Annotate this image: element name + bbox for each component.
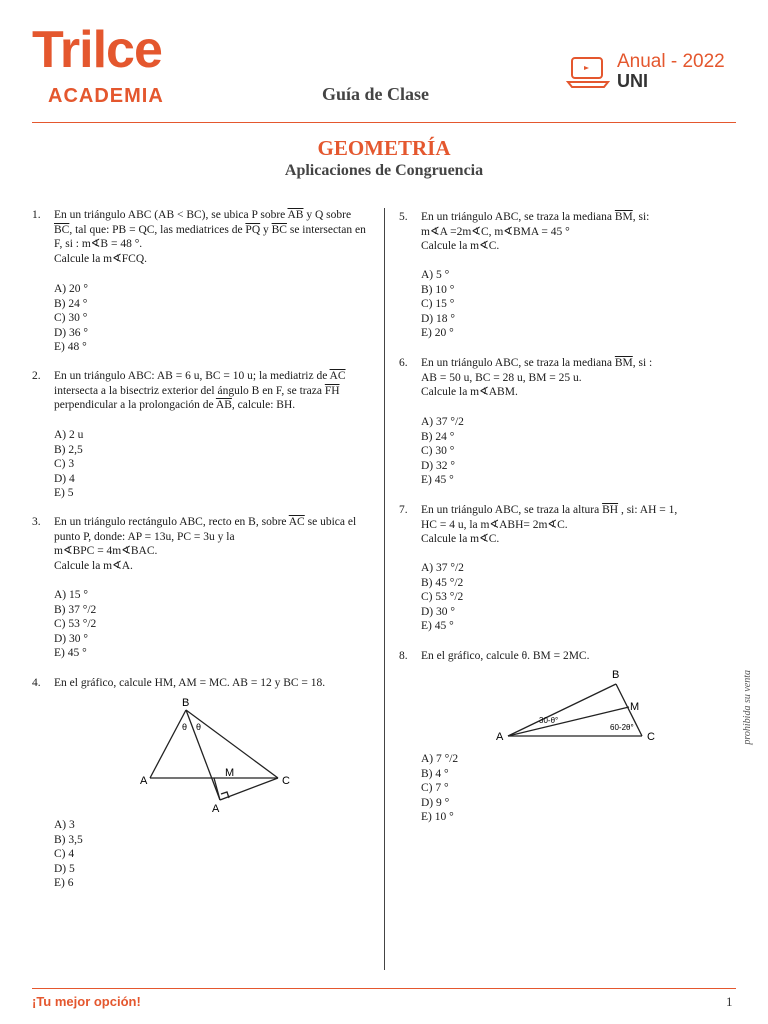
footer-slogan: ¡Tu mejor opción! [32, 994, 141, 1009]
stem-text: , calcule: BH. [231, 399, 296, 412]
question-stem [421, 503, 739, 547]
segment-ab [508, 684, 616, 736]
option-b[interactable]: B) 24 ° [54, 297, 88, 310]
question-number: 2. [32, 370, 41, 382]
question-number: 4. [32, 677, 41, 689]
segment-label: $\overline{AB}$ [215, 399, 232, 412]
page-subtitle: Aplicaciones de Congruencia [284, 162, 484, 179]
page-title: GEOMETRÍA [317, 136, 451, 160]
label-a: A [140, 775, 148, 787]
option-a[interactable]: A) 15 ° [54, 589, 88, 601]
segment-ab [150, 710, 186, 778]
segment-label: $\overline{FH}$ [324, 384, 340, 397]
question-stem [54, 676, 372, 691]
option-b[interactable]: B) 37 °/2 [54, 603, 97, 616]
option-c[interactable]: C) 7 ° [421, 782, 449, 795]
option-b[interactable]: B) 4 ° [421, 767, 449, 780]
options-1 [54, 282, 88, 355]
label-m: M [225, 767, 235, 779]
option-a[interactable]: A) 5 ° [421, 269, 450, 281]
question-stem [421, 210, 739, 254]
angle-label-1: 30-θ° [539, 716, 559, 725]
stem-text: , si : AB = 50 u, BC = 28 u, BM = 25 u. Calcule la m∢ABM. [421, 357, 653, 399]
option-d[interactable]: D) 9 ° [421, 796, 450, 809]
stem-text: En un triángulo ABC (AB < BC), se ubica P sobre [54, 209, 288, 221]
stem-text: En un triángulo rectángulo ABC, recto en B, sobre [54, 516, 289, 528]
side-note: prohibida su venta [742, 670, 753, 745]
label-c: C [647, 731, 655, 743]
label-h: A [212, 803, 220, 815]
option-e[interactable]: E) 45 ° [421, 474, 454, 487]
question-stem [54, 515, 372, 573]
segment-label: $\overline{AC}$ [329, 370, 346, 382]
brand-subtitle: ACADEMIA [48, 85, 164, 107]
segment-label: $\overline{AC}$ [288, 516, 305, 528]
stem-text: En un triángulo ABC, se traza la mediana [421, 211, 615, 223]
angle-label-2: 60-2θ° [610, 723, 634, 732]
option-d[interactable]: D) 5 [54, 862, 75, 875]
option-e[interactable]: E) 20 ° [421, 327, 454, 340]
option-a[interactable]: A) 37 °/2 [421, 416, 464, 428]
option-e[interactable]: E) 48 ° [54, 341, 87, 354]
figure-8 [492, 666, 672, 746]
question-stem [54, 369, 372, 413]
stem-text: , tal que: PB = QC, las mediatrices de [69, 223, 246, 236]
stem-text: se ubica el punto P, donde: AP = 13u, PC = 3u y la m∢BPC = 4m∢BAC. Calcule la m∢A. [54, 516, 357, 572]
options-5 [421, 268, 455, 341]
option-b[interactable]: B) 2,5 [54, 443, 83, 456]
program-label: UNI [617, 71, 648, 91]
segment-label: $\overline{BC}$ [54, 223, 70, 236]
footer-divider [32, 988, 736, 989]
stem-text: En un triángulo ABC: AB = 6 u, BC = 10 u; la mediatriz de [54, 370, 330, 382]
stem-text: intersecta a la bisectriz exterior del ángulo B en F, se traza [54, 384, 325, 397]
option-b[interactable]: B) 10 ° [421, 283, 455, 296]
segment-label: $\overline{PQ}$ [245, 223, 261, 236]
stem-text: y [260, 223, 272, 236]
label-b: B [612, 669, 620, 681]
option-e[interactable]: E) 5 [54, 487, 74, 500]
header-divider [32, 122, 736, 123]
stem-text: En el gráfico, calcule HM, AM = MC. AB = 12 y BC = 18. [54, 677, 326, 689]
bisector-bh [186, 710, 220, 800]
segment-label: $\overline{BH}$ [602, 504, 619, 516]
question-number: 7. [399, 504, 408, 516]
option-d[interactable]: D) 32 ° [421, 459, 455, 472]
option-c[interactable]: C) 30 ° [54, 312, 88, 325]
option-c[interactable]: C) 53 °/2 [54, 618, 97, 631]
option-c[interactable]: C) 3 [54, 458, 75, 471]
question-stem [54, 208, 372, 266]
option-a[interactable]: A) 2 u [54, 429, 84, 441]
option-c[interactable]: C) 30 ° [421, 445, 455, 458]
page-number: 1 [726, 994, 733, 1009]
option-e[interactable]: E) 6 [54, 877, 74, 890]
stem-text: , si: AH = 1, HC = 4 u, la m∢ABH= 2m∢C. Calcule la m∢C. [421, 504, 678, 546]
brand-logo: Trilce [32, 21, 162, 79]
options-7 [421, 561, 464, 634]
question-number: 5. [399, 211, 408, 223]
column-divider [384, 208, 385, 970]
option-c[interactable]: C) 4 [54, 848, 75, 861]
stem-text: En el gráfico, calcule θ. BM = 2MC. [421, 650, 590, 662]
stem-text: y Q sobre [303, 209, 352, 221]
option-d[interactable]: D) 30 ° [54, 632, 88, 645]
segment-label: $\overline{BM}$ [614, 211, 633, 223]
label-b: B [182, 697, 190, 709]
guide-label: Guía de Clase [322, 84, 430, 104]
theta-1: θ [182, 722, 188, 732]
label-a: A [496, 731, 504, 743]
theta-2: θ [196, 722, 202, 732]
option-b[interactable]: B) 24 ° [421, 430, 455, 443]
stem-text: En un triángulo ABC, se traza la altura [421, 504, 603, 516]
options-4 [54, 818, 83, 891]
option-a[interactable]: A) 3 [54, 819, 75, 831]
stem-text: se intersectan en F, si : m∢B = 48 °. Calcule la m∢FCQ. [54, 223, 366, 265]
options-8 [421, 752, 458, 825]
question-stem [421, 649, 739, 664]
option-e[interactable]: E) 45 ° [421, 620, 454, 633]
segment-label: $\overline{BM}$ [614, 357, 633, 369]
option-c[interactable]: C) 53 °/2 [421, 591, 464, 604]
question-number: 1. [32, 209, 41, 221]
label-c: C [282, 775, 290, 787]
segment-label: $\overline{BC}$ [271, 223, 287, 236]
option-a[interactable]: A) 37 °/2 [421, 562, 464, 574]
option-d[interactable]: D) 4 [54, 472, 75, 485]
option-a[interactable]: A) 7 °/2 [421, 753, 459, 765]
option-b[interactable]: B) 3,5 [54, 833, 83, 846]
options-3 [54, 588, 96, 661]
option-e[interactable]: E) 10 ° [421, 811, 454, 824]
option-e[interactable]: E) 45 ° [54, 647, 87, 660]
edition-label: Anual - 2022 [617, 51, 725, 72]
stem-text: perpendicular a la prolongación de [54, 399, 216, 412]
question-number: 6. [399, 357, 408, 369]
option-b[interactable]: B) 45 °/2 [421, 576, 464, 589]
option-d[interactable]: D) 36 ° [54, 326, 88, 339]
options-2 [54, 428, 83, 501]
question-number: 8. [399, 650, 408, 662]
question-number: 3. [32, 516, 41, 528]
options-6 [421, 415, 464, 488]
figure-4 [130, 694, 300, 818]
segment-label: $\overline{AB}$ [287, 209, 304, 221]
segment-hm [214, 778, 220, 800]
label-m: M [630, 701, 640, 713]
stem-text: , si: m∢A =2m∢C, m∢BMA = 45 ° Calcule la m∢C. [421, 211, 650, 253]
laptop-icon [566, 56, 610, 90]
stem-text: En un triángulo ABC, se traza la mediana [421, 357, 615, 369]
question-stem [421, 356, 739, 400]
option-a[interactable]: A) 20 ° [54, 283, 88, 295]
option-d[interactable]: D) 30 ° [421, 605, 455, 618]
option-d[interactable]: D) 18 ° [421, 312, 455, 325]
option-c[interactable]: C) 15 ° [421, 298, 455, 311]
